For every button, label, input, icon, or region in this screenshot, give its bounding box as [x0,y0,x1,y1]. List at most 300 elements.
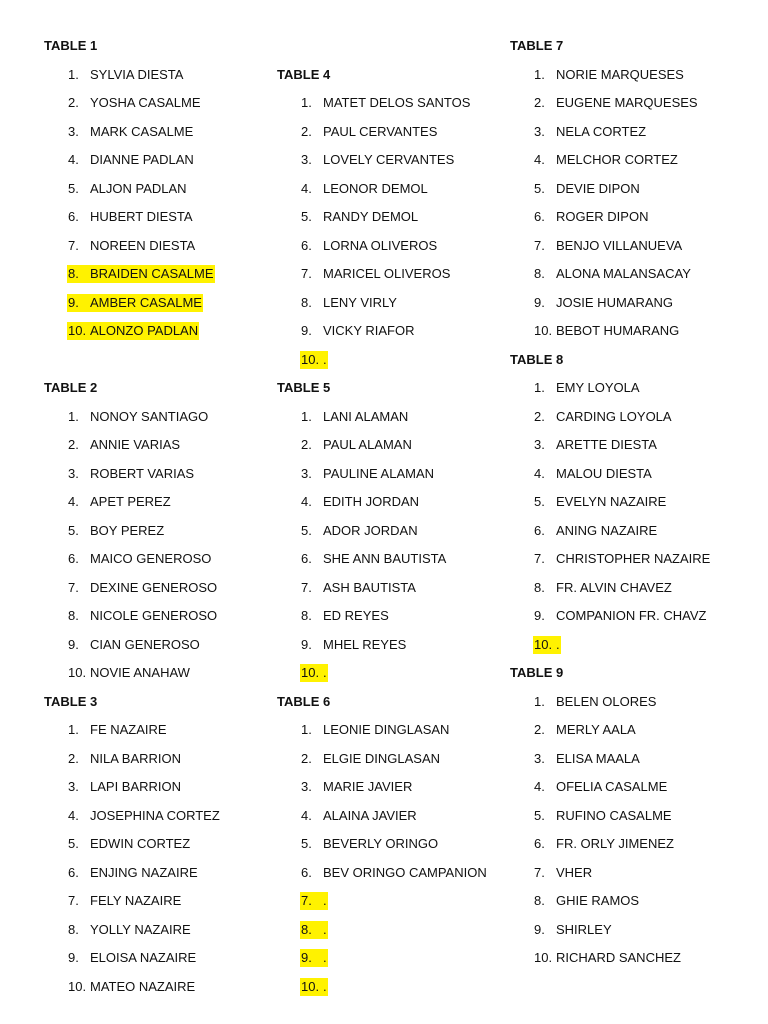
guest-name: NONOY SANTIAGO [90,408,209,424]
guest-name: . [323,665,327,680]
guest-entry-text [533,607,707,625]
guest-name: DEXINE GENEROSO [90,579,218,595]
entry-number: 7. [534,551,545,566]
guest-entry-text [533,151,679,169]
guest-list [510,61,750,346]
spacer [277,32,517,61]
guest-name: . [323,893,327,908]
guest-entry-text [67,123,194,141]
guest-entry [510,289,750,318]
guest-list [44,716,284,1001]
guest-entry-text [300,123,438,141]
entry-number: 1. [301,408,312,424]
guest-name: MARICEL OLIVEROS [323,266,451,281]
guest-list [510,374,750,659]
guest-entry [510,374,750,403]
guest-entry [510,61,750,90]
guest-name: OFELIA CASALME [556,779,668,794]
guest-name: VICKY RIAFOR [323,323,415,338]
guest-entry-text [67,322,199,340]
entry-number: 10. [534,950,553,965]
guest-entry [510,887,750,916]
guest-name: ELGIE DINGLASAN [323,750,441,766]
entry-number: 3. [68,465,79,481]
entry-number: 3. [68,779,79,794]
guest-entry-text [533,892,640,910]
guest-name: LORNA OLIVEROS [323,237,438,253]
guest-entry [510,631,750,660]
guest-entry [44,289,284,318]
guest-entry-text [67,778,182,796]
guest-entry [277,973,517,1002]
guest-entry-text [300,750,441,768]
guest-entry [277,317,517,346]
guest-name: APET PEREZ [90,494,171,509]
guest-entry [44,118,284,147]
entry-number: 6. [68,551,79,566]
entry-number: 2. [534,722,545,737]
entry-number: 2. [534,408,545,424]
guest-name: SHIRLEY [556,921,612,937]
column-2 [277,32,517,1001]
guest-name: RICHARD SANCHEZ [556,950,681,965]
entry-number: 8. [301,921,312,937]
guest-name: SHE ANN BAUTISTA [323,551,447,566]
guest-name: LANI ALAMAN [323,408,409,424]
entry-number: 4. [68,807,79,823]
guest-name: JOSIE HUMARANG [556,294,674,310]
guest-entry [510,89,750,118]
guest-entry-text [300,237,438,255]
table-block [277,688,517,1002]
guest-entry [277,146,517,175]
guest-entry-text [300,864,488,882]
guest-entry [44,517,284,546]
guest-name: NELA CORTEZ [556,123,647,139]
guest-name: LOVELY CERVANTES [323,152,455,167]
guest-entry [277,887,517,916]
guest-entry-text [67,835,191,853]
guest-name: FR. ALVIN CHAVEZ [556,579,672,595]
table-block [44,32,284,346]
guest-entry-text [533,180,641,198]
guest-entry-text [533,807,673,825]
guest-entry-text [533,465,653,483]
guest-entry [44,859,284,888]
guest-entry [510,745,750,774]
guest-name: BEVERLY ORINGO [323,836,439,851]
guest-entry-text [67,636,201,654]
guest-entry [44,403,284,432]
entry-number: 4. [68,152,79,167]
guest-entry [510,830,750,859]
guest-entry [277,346,517,375]
entry-number: 6. [534,836,545,851]
guest-name: ARETTE DIESTA [556,437,657,452]
entry-number: 7. [301,893,312,908]
guest-entry [510,317,750,346]
guest-name: YOLLY NAZAIRE [90,921,191,937]
entry-number: 7. [68,893,79,908]
table-title: TABLE 1 [44,38,98,53]
guest-name: YOSHA CASALME [90,95,201,110]
guest-name: . [323,950,327,965]
guest-entry [44,488,284,517]
entry-number: 5. [68,836,79,851]
guest-entry-text [67,978,196,996]
entry-number: 4. [534,152,545,167]
entry-number: 8. [68,921,79,937]
guest-name: FR. ORLY JIMENEZ [556,836,674,851]
guest-entry [277,431,517,460]
guest-name: ALJON PADLAN [90,180,187,196]
guest-name: FE NAZAIRE [90,722,167,737]
guest-name: MHEL REYES [323,636,407,652]
entry-number: 1. [534,693,545,709]
table-block [277,61,517,375]
entry-number: 4. [68,494,79,509]
guest-entry [510,488,750,517]
entry-number: 1. [68,408,79,424]
entry-number: 6. [301,864,312,880]
table-title: TABLE 2 [44,380,98,395]
guest-entry [44,830,284,859]
guest-name: MARIE JAVIER [323,779,413,794]
guest-entry [510,431,750,460]
guest-entry [510,146,750,175]
entry-number: 10. [301,351,320,367]
guest-entry [44,887,284,916]
entry-number: 8. [68,608,79,623]
entry-number: 5. [301,836,312,851]
guest-name: ASH BAUTISTA [323,579,416,595]
guest-entry-text [67,864,199,882]
guest-name: ENJING NAZAIRE [90,864,198,880]
guest-entry [44,89,284,118]
entry-number: 7. [534,237,545,253]
guest-entry-text [533,579,673,597]
guest-entry-text [533,322,680,340]
entry-number: 6. [68,864,79,880]
guest-entry [44,602,284,631]
guest-name: CHRISTOPHER NAZAIRE [556,551,711,566]
guest-name: . [323,921,327,937]
guest-list [44,403,284,688]
guest-entry-text [533,294,674,312]
guest-entry [277,232,517,261]
guest-entry [44,203,284,232]
guest-entry [510,716,750,745]
entry-number: 6. [534,209,545,224]
guest-name: MATET DELOS SANTOS [323,95,471,110]
guest-entry-text [67,664,191,682]
guest-entry-text [533,265,692,283]
entry-number: 1. [301,95,312,110]
guest-entry [44,545,284,574]
guest-entry [510,859,750,888]
guest-entry [44,431,284,460]
guest-entry-text [300,208,419,226]
guest-entry-text [67,750,182,768]
guest-name: JOSEPHINA CORTEZ [90,807,220,823]
guest-name: ALONA MALANSACAY [556,266,691,281]
guest-list [277,716,517,1001]
guest-entry [277,802,517,831]
guest-name: BENJO VILLANUEVA [556,237,683,253]
guest-name: . [556,636,560,652]
guest-entry-text [533,379,641,397]
entry-number: 1. [534,380,545,395]
entry-number: 5. [68,180,79,196]
guest-list [44,61,284,346]
table-block [44,688,284,1002]
guest-name: BRAIDEN CASALME [90,266,214,281]
guest-entry [44,631,284,660]
entry-number: 4. [301,494,312,509]
entry-number: 2. [301,750,312,766]
entry-number: 3. [301,779,312,794]
entry-number: 8. [301,294,312,310]
guest-entry [510,203,750,232]
entry-number: 5. [301,209,312,224]
guest-name: VHER [556,864,593,880]
guest-entry-text [67,493,172,511]
guest-name: EDWIN CORTEZ [90,836,191,851]
guest-entry [44,944,284,973]
guest-name: GHIE RAMOS [556,893,640,908]
entry-number: 5. [534,807,545,823]
column-3 [510,32,750,973]
guest-entry-text [300,408,409,426]
guest-name: MARK CASALME [90,123,194,139]
entry-number: 1. [301,722,312,737]
guest-name: EVELYN NAZAIRE [556,494,667,509]
guest-name: BELEN OLORES [556,693,657,709]
guest-name: MELCHOR CORTEZ [556,152,678,167]
guest-name: HUBERT DIESTA [90,209,193,224]
guest-name: MAICO GENEROSO [90,551,212,566]
entry-number: 6. [301,551,312,566]
guest-entry-text [300,607,390,625]
guest-name: ED REYES [323,608,389,623]
guest-entry-text [67,436,181,454]
guest-name: PAULINE ALAMAN [323,465,435,481]
guest-name: MATEO NAZAIRE [90,978,196,994]
entry-number: 6. [534,522,545,538]
guest-entry-text [67,151,195,169]
entry-number: 2. [68,437,79,452]
guest-name: EUGENE MARQUESES [556,95,698,110]
entry-number: 9. [534,921,545,937]
entry-number: 4. [301,180,312,196]
guest-entry [44,232,284,261]
guest-entry [277,203,517,232]
table-title: TABLE 8 [510,351,564,367]
entry-number: 1. [68,66,79,82]
entry-number: 10. [68,323,87,338]
guest-entry-text [533,436,658,454]
entry-number: 8. [534,893,545,908]
entry-number: 5. [534,494,545,509]
guest-entry-text [67,522,165,540]
guest-entry-text [533,66,685,84]
guest-name: BEBOT HUMARANG [556,323,680,338]
guest-entry-text [67,807,221,825]
guest-entry [277,260,517,289]
guest-entry [44,659,284,688]
guest-entry [510,232,750,261]
guest-entry-text [533,921,613,939]
guest-entry [44,802,284,831]
guest-entry-text [67,94,202,112]
entry-number: 7. [301,266,312,281]
entry-number: 3. [301,152,312,167]
guest-entry [510,916,750,945]
guest-entry [277,716,517,745]
guest-entry [510,175,750,204]
guest-entry-text [67,180,188,198]
entry-number: 3. [301,465,312,481]
table-title: TABLE 9 [510,665,564,680]
guest-entry-text [67,721,168,739]
guest-entry-text [533,778,668,796]
guest-name: ANING NAZAIRE [556,522,658,538]
guest-name: ELISA MAALA [556,750,640,766]
guest-entry [44,260,284,289]
guest-list [510,688,750,973]
guest-name: LEONOR DEMOL [323,180,428,196]
guest-entry [510,944,750,973]
guest-entry-text [67,607,218,625]
guest-entry-text [300,664,328,682]
guest-name: SYLVIA DIESTA [90,66,184,82]
entry-number: 3. [534,123,545,139]
entry-number: 2. [301,437,312,452]
entry-number: 9. [301,636,312,652]
guest-entry [510,118,750,147]
guest-entry [277,773,517,802]
guest-entry-text [300,721,450,739]
guest-entry [277,602,517,631]
guest-name: COMPANION FR. CHAVZ [556,608,707,623]
guest-entry [44,745,284,774]
entry-number: 9. [301,323,312,338]
guest-entry [44,916,284,945]
table-block [510,346,750,660]
entry-number: 9. [68,950,79,965]
entry-number: 8. [534,266,545,281]
guest-entry-text [533,636,561,654]
guest-entry [44,460,284,489]
guest-entry-text [67,949,197,967]
guest-entry-text [533,94,699,112]
guest-entry [510,260,750,289]
guest-entry [44,716,284,745]
guest-entry-text [300,636,407,654]
guest-entry-text [300,465,435,483]
guest-entry-text [533,493,667,511]
entry-number: 9. [68,294,79,310]
guest-name: MALOU DIESTA [556,465,652,481]
guest-entry-text [300,522,419,540]
guest-entry [510,545,750,574]
table-title: TABLE 5 [277,380,331,395]
guest-name: DEVIE DIPON [556,180,640,196]
guest-list [277,89,517,374]
entry-number: 5. [534,180,545,196]
guest-name: NILA BARRION [90,750,182,766]
entry-number: 3. [534,437,545,452]
entry-number: 9. [534,608,545,623]
entry-number: 9. [534,294,545,310]
guest-entry [277,460,517,489]
guest-entry-text [533,408,673,426]
guest-entry-text [300,322,416,340]
guest-entry [277,944,517,973]
entry-number: 5. [68,522,79,538]
guest-entry-text [300,550,447,568]
entry-number: 4. [534,779,545,794]
guest-entry [44,61,284,90]
guest-entry [277,488,517,517]
guest-entry-text [300,265,451,283]
guest-entry-text [300,294,398,312]
guest-entry-text [300,949,328,967]
guest-name: CIAN GENEROSO [90,636,200,652]
guest-entry [277,631,517,660]
table-block [277,374,517,688]
entry-number: 3. [534,750,545,766]
guest-entry-text [300,978,328,996]
guest-name: ALONZO PADLAN [90,323,199,338]
guest-entry [510,802,750,831]
guest-entry [277,403,517,432]
guest-entry-text [67,465,195,483]
guest-list [277,403,517,688]
guest-name: MERLY AALA [556,722,636,737]
entry-number: 8. [301,608,312,623]
guest-entry [44,773,284,802]
guest-entry-text [67,408,209,426]
guest-name: LEONIE DINGLASAN [323,722,450,737]
guest-entry [510,688,750,717]
guest-entry [44,574,284,603]
guest-entry-text [300,493,420,511]
entry-number: 8. [68,266,79,281]
guest-entry [277,574,517,603]
guest-entry-text [67,579,218,597]
guest-entry-text [67,294,203,312]
entry-number: 7. [301,579,312,595]
entry-number: 2. [534,95,545,110]
guest-entry-text [533,949,682,967]
table-block [510,32,750,346]
guest-entry [44,146,284,175]
guest-entry-text [300,807,418,825]
entry-number: 5. [301,522,312,538]
guest-name: PAUL CERVANTES [323,123,438,139]
guest-name: . [323,351,327,367]
entry-number: 10. [534,636,553,652]
guest-name: FELY NAZAIRE [90,893,182,908]
guest-name: NICOLE GENEROSO [90,608,218,623]
guest-entry-text [533,721,637,739]
guest-entry [44,317,284,346]
spacer [44,346,284,375]
guest-entry [277,89,517,118]
entry-number: 6. [68,209,79,224]
guest-entry-text [300,835,439,853]
